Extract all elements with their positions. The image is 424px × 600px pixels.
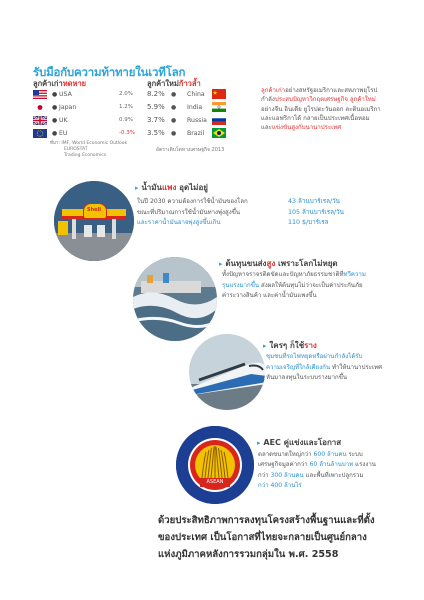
- old-customer-row: ● USA 2.0%: [33, 89, 141, 100]
- arrow-icon: ▸: [219, 260, 223, 268]
- china-flag-icon: [212, 89, 226, 99]
- oil-figures: 43 ล้านบาร์เรล/วัน 105 ล้านบาร์เรล/วัน 110 $/บาร์เรล: [288, 198, 344, 226]
- sources: ที่มา: IMF, World Economic Outlook EUROSTAT Trading Economics: [50, 141, 128, 158]
- old-customer-row: ● EU -0.3%: [33, 128, 141, 139]
- new-customer-row: 5.9% ● India: [147, 102, 263, 113]
- old-customers-heading: ลูกค้าเก่าหดหาย: [33, 79, 87, 88]
- new-customers-heading: ลูกค้าใหม่ก้าวล้ำ: [147, 79, 201, 88]
- intro-paragraph: ลูกค้าเก่าอย่างสหรัฐอเมริกาและสหภาพยุโรป กำลังประสบปัญหาวิกฤตเศรษฐกิจ ลูกค้าใหม่ อย่างจีน อินเดีย ยูโรปตะวันออก ละตินอเมริกา และแอฟริกาได้ กลายเป็นประเทศเนื้อหอม และแข่งขันสูงกับนานาประเทศ: [261, 87, 381, 132]
- brazil-flag-icon: [212, 128, 226, 138]
- logistics-text: ทั้งปัญหาจราจรติดขัดและปัญหาภัยธรรมชาติที่ทวีความ รุนแรงมากขึ้น ส่งผลให้ต้นทุนไม่ว่าจะเป็นค่าประกันภัย ค่าระวางสินค้า และค่าน้ำมันแพงขึ้น: [222, 271, 366, 299]
- new-customer-row: 3.5% ● Brazil: [147, 128, 263, 139]
- new-customer-row: 3.7% ● Russia: [147, 115, 263, 126]
- old-customer-row: ● Japan 1.2%: [33, 102, 141, 113]
- page-title: รับมือกับความท้าทายในเวทีโลก: [33, 65, 186, 79]
- logistics-section-title: ▸ ต้นทุนขนส่งสูง เพราะโลกไม่หยุด: [219, 259, 338, 268]
- oil-station-image: [54, 181, 134, 261]
- growth-caption: อัตราเติบโตทางเศรษฐกิจ 2013: [156, 147, 225, 153]
- rail-text: ชุมชนที่รถไฟหยุดหรือผ่านกำลังได้รับ ความเจริญที่ใกล้เคียงกัน ทำให้นานาประเทศ หันมาลงทุนในระบบรางมากขึ้น: [266, 353, 382, 381]
- oil-section-title: ▸ น้ำมันแพง อุดไม่อยู่: [135, 183, 208, 192]
- uk-flag-icon: [33, 116, 47, 125]
- eu-flag-icon: [33, 129, 47, 138]
- india-flag-icon: [212, 102, 226, 112]
- russia-flag-icon: [212, 115, 226, 125]
- oil-text: ในปี 2030 ความต้องการใช้น้ำมันของโลก ขณะที่ปริมาณการใช้น้ำมันทางพุ่งสูงขึ้น และราคาน้ำมันอาจพุ่งสูงขึ้นเกิน: [137, 198, 248, 226]
- usa-flag-icon: [33, 90, 47, 99]
- aec-section-title: ▸ AEC คู่แข่งและโอกาส: [257, 438, 342, 447]
- aec-text: ตลาดขนาดใหญ่กว่า 600 ล้านคน ระบบ เศรษฐกิจมูลค่ากว่า 60 ล้านล้านบาท แรงงาน กว่า 300 ล้านคน และพื้นที่เพาะปลูกรวม กว่า 400 ล้านไร่: [258, 451, 376, 489]
- old-customer-row: ● UK 0.9%: [33, 115, 141, 126]
- rail-section-title: ▸ ใครๆ ก็ใช้ราง: [263, 341, 317, 350]
- asean-emblem-image: [176, 426, 254, 504]
- new-customer-row: 8.2% ● China: [147, 89, 263, 100]
- footer-statement: ด้วยประสิทธิภาพการลงทุนโครงสร้างพื้นฐานและที่ตั้ง ของประเทศ เป็นโอกาสที่ไทยจะกลายเป็นศูนย์กลาง แห่งภูมิภาคหลังการรวมกลุ่มใน พ.ศ. 2558: [158, 515, 375, 560]
- arrow-icon: ▸: [263, 342, 267, 350]
- high-speed-train-image: [189, 334, 265, 410]
- shell-logo-icon: Shell: [83, 203, 107, 219]
- port-storm-image: [133, 257, 217, 341]
- arrow-icon: ▸: [257, 439, 261, 447]
- arrow-icon: ▸: [135, 184, 139, 192]
- asean-label: ASEAN: [200, 478, 230, 487]
- japan-flag-icon: [33, 103, 47, 112]
